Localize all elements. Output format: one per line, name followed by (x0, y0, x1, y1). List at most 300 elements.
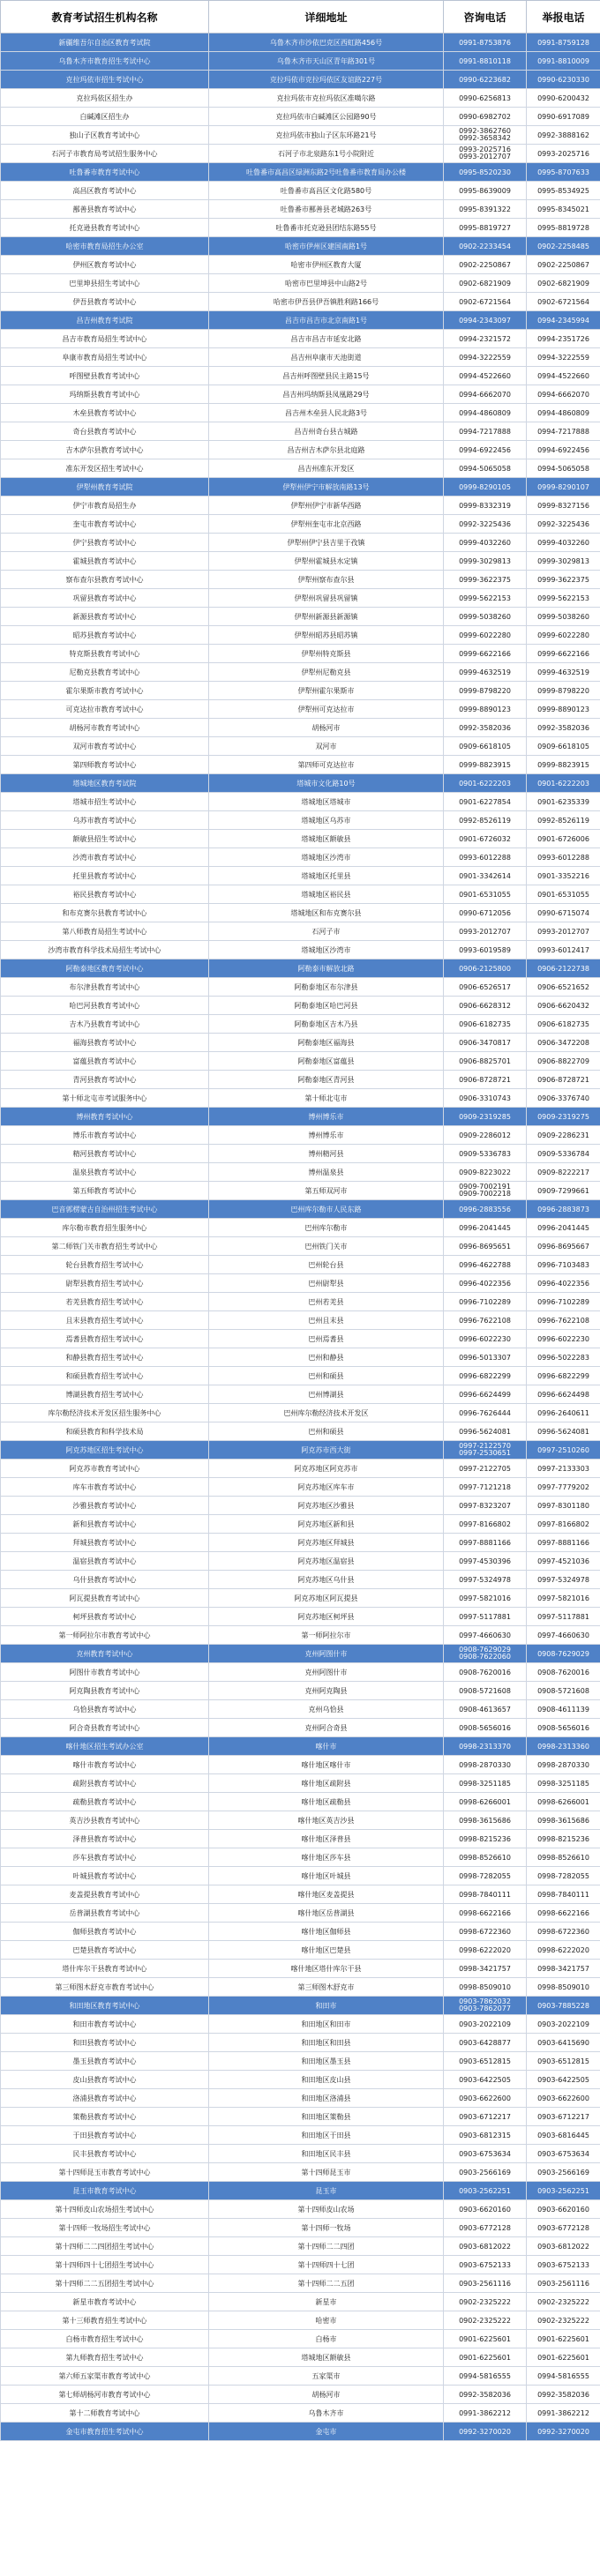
cell-report-phone: 0906-6620432 (527, 997, 600, 1015)
table-row (1, 700, 600, 719)
cell-report-phone: 0909-2319275 (527, 1108, 600, 1126)
cell-institution-name: 巴音郭楞蒙古自治州招生考试中心 (1, 1200, 209, 1219)
cell-report-phone: 0996-7103483 (527, 1256, 600, 1274)
cell-consult-phone: 0998-6722360 (444, 1923, 527, 1941)
cell-institution-name: 昌吉州教育考试院 (1, 311, 209, 330)
cell-consult-phone: 0903-6622600 (444, 2089, 527, 2108)
table-row (1, 1867, 600, 1885)
table-row (1, 1089, 600, 1108)
cell-address: 和田地区于田县 (209, 2126, 444, 2145)
cell-consult-phone: 0994-4522660 (444, 367, 527, 385)
cell-consult-phone: 0999-8332319 (444, 497, 527, 515)
cell-report-phone: 0995-8534925 (527, 182, 600, 200)
cell-address: 第十四师四十七团 (209, 2256, 444, 2274)
cell-consult-phone: 0903-6752133 (444, 2256, 527, 2274)
table-row (1, 126, 600, 145)
cell-institution-name: 阿图什市教育考试中心 (1, 1663, 209, 1682)
cell-consult-phone: 0906-6628312 (444, 997, 527, 1015)
table-row (1, 2200, 600, 2219)
cell-consult-phone: 0998-8526610 (444, 1848, 527, 1867)
table-row (1, 1348, 600, 1367)
table-row (1, 1608, 600, 1626)
cell-consult-phone: 0999-8290105 (444, 478, 527, 497)
cell-consult-phone: 0999-6622166 (444, 645, 527, 663)
cell-consult-phone: 0998-3421757 (444, 1960, 527, 1978)
table-row (1, 2256, 600, 2274)
table-row (1, 1237, 600, 1256)
cell-address: 吐鲁番市高昌区绿洲东路2号吐鲁番市教育局办公楼 (209, 163, 444, 182)
table-row (1, 1071, 600, 1089)
cell-address: 乌鲁木齐市沙依巴克区西虹路456号 (209, 34, 444, 52)
cell-institution-name: 巴楚县教育考试中心 (1, 1941, 209, 1960)
header-address: 详细地址 (209, 1, 444, 34)
cell-report-phone: 0998-7282055 (527, 1867, 600, 1885)
cell-institution-name: 布尔津县教育考试中心 (1, 978, 209, 997)
cell-institution-name: 英吉沙县教育考试中心 (1, 1811, 209, 1830)
cell-consult-phone: 0906-8825701 (444, 1052, 527, 1071)
cell-address: 塔城地区乌苏市 (209, 811, 444, 830)
table-row (1, 497, 600, 515)
cell-institution-name: 麦盖提县教育考试中心 (1, 1885, 209, 1904)
cell-consult-phone: 0906-6526517 (444, 978, 527, 997)
table-row (1, 645, 600, 663)
cell-address: 胡杨河市 (209, 719, 444, 737)
cell-institution-name: 塔城市招生考试中心 (1, 793, 209, 811)
cell-consult-phone: 0901-6227854 (444, 793, 527, 811)
cell-consult-phone: 0997-8166802 (444, 1515, 527, 1534)
cell-address: 喀什地区麦盖提县 (209, 1885, 444, 1904)
cell-address: 昌吉州吉木萨尔县北庭路 (209, 441, 444, 459)
table-row (1, 1626, 600, 1645)
cell-institution-name: 伊州区教育考试中心 (1, 256, 209, 274)
cell-address: 巴州库尔勒市人民东路 (209, 1200, 444, 1219)
cell-consult-phone: 0999-6022280 (444, 626, 527, 645)
cell-address: 阿克苏地区阿克苏市 (209, 1460, 444, 1478)
cell-consult-phone: 0909-6618105 (444, 737, 527, 756)
cell-address: 巴州和静县 (209, 1348, 444, 1367)
cell-address: 喀什地区泽普县 (209, 1830, 444, 1848)
cell-consult-phone: 0906-6182735 (444, 1015, 527, 1034)
header-institution-name: 教育考试招生机构名称 (1, 1, 209, 34)
cell-consult-phone: 0901-6531055 (444, 885, 527, 904)
cell-consult-phone: 0902-6721564 (444, 293, 527, 311)
table-row-highlighted (1, 774, 600, 793)
table-row (1, 1034, 600, 1052)
table-row (1, 1478, 600, 1497)
cell-address: 喀什地区叶城县 (209, 1867, 444, 1885)
cell-institution-name: 昭苏县教育考试中心 (1, 626, 209, 645)
cell-address: 哈密市伊吾县伊吾镇胜利路166号 (209, 293, 444, 311)
cell-address: 金屯市 (209, 2423, 444, 2441)
table-row (1, 330, 600, 348)
cell-report-phone: 0909-6618105 (527, 737, 600, 756)
cell-consult-phone: 0993-6019589 (444, 941, 527, 959)
cell-address: 伊犁州可克达拉市 (209, 700, 444, 719)
cell-consult-phone: 0998-6622166 (444, 1904, 527, 1923)
cell-institution-name: 新和县教育考试中心 (1, 1515, 209, 1534)
cell-consult-phone: 0997-4530396 (444, 1552, 527, 1571)
cell-report-phone: 0901-6726006 (527, 830, 600, 848)
cell-consult-phone: 0990-6256813 (444, 89, 527, 108)
cell-report-phone: 0993-2025716 (527, 145, 600, 163)
cell-institution-name: 第十四师二二四团招生考试中心 (1, 2237, 209, 2256)
cell-report-phone: 0996-6822299 (527, 1367, 600, 1385)
cell-address: 克州阿图什市 (209, 1645, 444, 1663)
cell-institution-name: 巩留县教育考试中心 (1, 589, 209, 608)
table-row (1, 811, 600, 830)
cell-report-phone: 0999-8327156 (527, 497, 600, 515)
cell-address: 塔城地区额敏县 (209, 2348, 444, 2367)
table-row (1, 2293, 600, 2311)
cell-address: 伊犁州新源县新源镇 (209, 608, 444, 626)
cell-report-phone: 0994-3222559 (527, 348, 600, 367)
table-row-highlighted (1, 237, 600, 256)
cell-address: 昌吉州玛纳斯县凤凰路29号 (209, 385, 444, 404)
cell-report-phone: 0994-6662070 (527, 385, 600, 404)
table-row (1, 1830, 600, 1848)
cell-address: 阿克苏地区阿瓦提县 (209, 1589, 444, 1608)
cell-address: 巴州和硕县 (209, 1367, 444, 1385)
table-row (1, 2219, 600, 2237)
cell-consult-phone: 0999-5622153 (444, 589, 527, 608)
cell-institution-name: 独山子区教育考试中心 (1, 126, 209, 145)
cell-institution-name: 阿勒泰地区教育考试中心 (1, 959, 209, 978)
cell-address: 和田市 (209, 1997, 444, 2015)
cell-consult-phone: 0909-8223022 (444, 1163, 527, 1182)
cell-institution-name: 疏附县教育考试中心 (1, 1774, 209, 1793)
table-row (1, 1497, 600, 1515)
cell-address: 克拉玛依市白碱滩区公园路90号 (209, 108, 444, 126)
cell-consult-phone: 0997-7121218 (444, 1478, 527, 1497)
table-row (1, 200, 600, 219)
cell-institution-name: 托克逊县教育考试中心 (1, 219, 209, 237)
cell-report-phone: 0903-6753634 (527, 2145, 600, 2163)
cell-consult-phone: 0902-2250867 (444, 256, 527, 274)
table-row (1, 978, 600, 997)
cell-report-phone: 0991-3862212 (527, 2404, 600, 2423)
cell-institution-name: 库尔勒市教育招生服务中心 (1, 1219, 209, 1237)
cell-consult-phone: 0997-8881166 (444, 1534, 527, 1552)
cell-address: 阿克苏地区乌什县 (209, 1571, 444, 1589)
cell-address: 伊犁州奎屯市北京西路 (209, 515, 444, 534)
cell-consult-phone: 0999-8890123 (444, 700, 527, 719)
cell-address: 白杨市 (209, 2330, 444, 2348)
table-row-highlighted (1, 52, 600, 71)
cell-report-phone: 0903-2566169 (527, 2163, 600, 2182)
cell-address: 哈密市 (209, 2311, 444, 2330)
cell-institution-name: 第十四师四十七团招生考试中心 (1, 2256, 209, 2274)
table-row (1, 1923, 600, 1941)
cell-address: 塔城地区和布克赛尔县 (209, 904, 444, 922)
table-row-highlighted (1, 1997, 600, 2015)
cell-institution-name: 鄯善县教育考试中心 (1, 200, 209, 219)
table-row-highlighted (1, 163, 600, 182)
cell-consult-phone: 0991-3862212 (444, 2404, 527, 2423)
cell-report-phone: 0993-6012288 (527, 848, 600, 867)
cell-institution-name: 富蕴县教育考试中心 (1, 1052, 209, 1071)
cell-consult-phone: 0906-3470817 (444, 1034, 527, 1052)
cell-institution-name: 第一师阿拉尔市教育考试中心 (1, 1626, 209, 1645)
cell-consult-phone: 0903-2022109 (444, 2015, 527, 2034)
cell-institution-name: 第十二师教育考试中心 (1, 2404, 209, 2423)
cell-consult-phone: 0990-6712056 (444, 904, 527, 922)
table-row (1, 1219, 600, 1237)
cell-consult-phone: 0994-2321572 (444, 330, 527, 348)
cell-institution-name: 和田市教育考试中心 (1, 2015, 209, 2034)
cell-report-phone: 0996-8695667 (527, 1237, 600, 1256)
cell-institution-name: 青河县教育考试中心 (1, 1071, 209, 1089)
cell-institution-name: 伊犁州教育考试院 (1, 478, 209, 497)
cell-institution-name: 白碱滩区招生办 (1, 108, 209, 126)
table-row (1, 867, 600, 885)
cell-report-phone: 0994-6922456 (527, 441, 600, 459)
cell-institution-name: 乌鲁木齐市教育招生考试中心 (1, 52, 209, 71)
table-row (1, 2348, 600, 2367)
cell-institution-name: 于田县教育考试中心 (1, 2126, 209, 2145)
cell-address: 克拉玛依市独山子区东环路21号 (209, 126, 444, 145)
cell-consult-phone: 0908-4613657 (444, 1700, 527, 1719)
cell-address: 克拉玛依市克拉玛依区友谊路227号 (209, 71, 444, 89)
cell-address: 第四师可克达拉市 (209, 756, 444, 774)
cell-address: 昆玉市 (209, 2182, 444, 2200)
cell-report-phone: 0909-5336784 (527, 1145, 600, 1163)
cell-institution-name: 沙湾市教育考试中心 (1, 848, 209, 867)
cell-address: 巴州轮台县 (209, 1256, 444, 1274)
table-row (1, 182, 600, 200)
cell-report-phone: 0996-5624081 (527, 1422, 600, 1441)
cell-institution-name: 第十四师皮山农场招生考试中心 (1, 2200, 209, 2219)
cell-report-phone: 0994-2345994 (527, 311, 600, 330)
cell-consult-phone: 0903-6712217 (444, 2108, 527, 2126)
cell-institution-name: 和硕县教育和科学技术局 (1, 1422, 209, 1441)
table-row (1, 1515, 600, 1534)
cell-address: 和田地区洛浦县 (209, 2089, 444, 2108)
cell-report-phone: 0906-6521652 (527, 978, 600, 997)
cell-consult-phone: 0903-6620160 (444, 2200, 527, 2219)
cell-address: 克州阿合奇县 (209, 1719, 444, 1737)
cell-consult-phone: 0995-8391322 (444, 200, 527, 219)
cell-institution-name: 第七师胡杨河市教育考试中心 (1, 2386, 209, 2404)
cell-report-phone: 0901-6225601 (527, 2330, 600, 2348)
table-row (1, 1589, 600, 1608)
cell-report-phone: 0999-6622166 (527, 645, 600, 663)
cell-consult-phone: 0996-6022230 (444, 1330, 527, 1348)
cell-consult-phone: 0998-8509010 (444, 1978, 527, 1997)
cell-consult-phone: 0901-6222203 (444, 774, 527, 793)
cell-consult-phone: 0995-8819727 (444, 219, 527, 237)
cell-consult-phone: 0903-7862032 0903-7862077 (444, 1997, 527, 2015)
cell-institution-name: 伊宁县教育考试中心 (1, 534, 209, 552)
cell-consult-phone: 0996-2883556 (444, 1200, 527, 1219)
cell-report-phone: 0996-6624498 (527, 1385, 600, 1404)
cell-institution-name: 博州教育考试中心 (1, 1108, 209, 1126)
cell-address: 阿克苏地区新和县 (209, 1515, 444, 1534)
cell-report-phone: 0996-2640611 (527, 1404, 600, 1422)
table-row (1, 2034, 600, 2052)
cell-institution-name: 民丰县教育考试中心 (1, 2145, 209, 2163)
cell-institution-name: 金屯市教育招生考试中心 (1, 2423, 209, 2441)
cell-address: 第十师北屯市 (209, 1089, 444, 1108)
cell-institution-name: 塔城地区教育考试院 (1, 774, 209, 793)
cell-consult-phone: 0909-2286012 (444, 1126, 527, 1145)
cell-report-phone: 0903-2562251 (527, 2182, 600, 2200)
cell-address: 第十四师二二四团 (209, 2237, 444, 2256)
header-report-phone: 举报电话 (527, 1, 600, 34)
header-consult-phone: 咨询电话 (444, 1, 527, 34)
cell-report-phone: 0997-7779202 (527, 1478, 600, 1497)
table-row-highlighted (1, 1108, 600, 1126)
cell-institution-name: 第八师教育局招生考试中心 (1, 922, 209, 941)
cell-institution-name: 泽普县教育考试中心 (1, 1830, 209, 1848)
table-row (1, 2126, 600, 2145)
cell-consult-phone: 0993-2025716 0993-2012707 (444, 145, 527, 163)
cell-institution-name: 哈巴河县教育考试中心 (1, 997, 209, 1015)
cell-address: 乌鲁木齐市天山区青年路301号 (209, 52, 444, 71)
table-row (1, 2145, 600, 2163)
cell-report-phone: 0906-2122738 (527, 959, 600, 978)
cell-address: 喀什地区莎车县 (209, 1848, 444, 1867)
cell-address: 巴州尉犁县 (209, 1274, 444, 1293)
cell-consult-phone: 0998-3615686 (444, 1811, 527, 1830)
table-row (1, 848, 600, 867)
cell-report-phone: 0997-5821016 (527, 1589, 600, 1608)
cell-institution-name: 皮山县教育考试中心 (1, 2071, 209, 2089)
cell-consult-phone: 0902-6821909 (444, 274, 527, 293)
cell-report-phone: 0906-3472208 (527, 1034, 600, 1052)
cell-institution-name: 昆玉市教育考试中心 (1, 2182, 209, 2200)
cell-institution-name: 库尔勒经济技术开发区招生服务中心 (1, 1404, 209, 1422)
cell-address: 阿勒泰地区青河县 (209, 1071, 444, 1089)
cell-address: 阿勒泰地区布尔津县 (209, 978, 444, 997)
cell-address: 和田地区皮山县 (209, 2071, 444, 2089)
cell-institution-name: 第三师图木舒克市教育考试中心 (1, 1978, 209, 1997)
cell-report-phone: 0999-5038260 (527, 608, 600, 626)
cell-report-phone: 0903-6712217 (527, 2108, 600, 2126)
cell-report-phone: 0903-2561116 (527, 2274, 600, 2293)
cell-address: 喀什地区塔什库尔干县 (209, 1960, 444, 1978)
cell-address: 第三师图木舒克市 (209, 1978, 444, 1997)
cell-consult-phone: 0903-6512815 (444, 2052, 527, 2071)
cell-address: 塔城地区塔城市 (209, 793, 444, 811)
cell-address: 博州博乐市 (209, 1126, 444, 1145)
cell-address: 昌吉州准东开发区 (209, 459, 444, 478)
cell-institution-name: 岳普湖县教育考试中心 (1, 1904, 209, 1923)
cell-address: 昌吉州阜康市天池街道 (209, 348, 444, 367)
cell-institution-name: 和硕县教育招生考试中心 (1, 1367, 209, 1385)
cell-consult-phone: 0992-3862760 0992-3658342 (444, 126, 527, 145)
cell-consult-phone: 0994-2343097 (444, 311, 527, 330)
cell-institution-name: 准东开发区招生考试中心 (1, 459, 209, 478)
cell-institution-name: 呼图壁县教育考试中心 (1, 367, 209, 385)
cell-address: 吐鲁番市高昌区文化路580号 (209, 182, 444, 200)
table-row (1, 108, 600, 126)
cell-address: 和田地区和田市 (209, 2015, 444, 2034)
cell-institution-name: 阜康市教育局招生考试中心 (1, 348, 209, 367)
table-row (1, 1978, 600, 1997)
cell-report-phone: 0998-8215236 (527, 1830, 600, 1848)
cell-institution-name: 阿瓦提县教育考试中心 (1, 1589, 209, 1608)
cell-address: 伊犁州昭苏县昭苏镇 (209, 626, 444, 645)
cell-report-phone: 0902-6821909 (527, 274, 600, 293)
cell-report-phone: 0908-5656016 (527, 1719, 600, 1737)
cell-consult-phone: 0994-3222559 (444, 348, 527, 367)
cell-report-phone: 0999-8290107 (527, 478, 600, 497)
cell-institution-name: 柯坪县教育考试中心 (1, 1608, 209, 1626)
cell-address: 哈密市巴里坤县中山路2号 (209, 274, 444, 293)
cell-institution-name: 博湖县教育招生考试中心 (1, 1385, 209, 1404)
cell-report-phone: 0997-8166802 (527, 1515, 600, 1534)
cell-address: 第十四师一牧场 (209, 2219, 444, 2237)
cell-institution-name: 且末县教育招生考试中心 (1, 1311, 209, 1330)
cell-report-phone: 0996-2883873 (527, 1200, 600, 1219)
cell-institution-name: 福海县教育考试中心 (1, 1034, 209, 1052)
cell-consult-phone: 0996-4022356 (444, 1274, 527, 1293)
cell-report-phone: 0994-7217888 (527, 422, 600, 441)
table-row (1, 663, 600, 682)
cell-report-phone: 0992-3582036 (527, 2386, 600, 2404)
table-row-highlighted (1, 2182, 600, 2200)
cell-report-phone: 0901-6531055 (527, 885, 600, 904)
cell-report-phone: 0909-7299661 (527, 1182, 600, 1200)
cell-institution-name: 高昌区教育考试中心 (1, 182, 209, 200)
table-row (1, 682, 600, 700)
cell-institution-name: 新疆维吾尔自治区教育考试院 (1, 34, 209, 52)
cell-address: 第一师阿拉尔市 (209, 1626, 444, 1645)
table-row (1, 2367, 600, 2386)
cell-report-phone: 0998-6266001 (527, 1793, 600, 1811)
cell-institution-name: 裕民县教育考试中心 (1, 885, 209, 904)
cell-institution-name: 克州教育考试中心 (1, 1645, 209, 1663)
cell-report-phone: 0901-6225601 (527, 2348, 600, 2367)
cell-consult-phone: 0999-4632519 (444, 663, 527, 682)
cell-institution-name: 若羌县教育招生考试中心 (1, 1293, 209, 1311)
cell-consult-phone: 0906-2125800 (444, 959, 527, 978)
cell-report-phone: 0990-6917089 (527, 108, 600, 126)
table-row-highlighted (1, 34, 600, 52)
cell-address: 吐鲁番市鄯善县老城路263号 (209, 200, 444, 219)
table-row (1, 293, 600, 311)
cell-consult-phone: 0996-5624081 (444, 1422, 527, 1441)
cell-institution-name: 第十四师昆玉市教育考试中心 (1, 2163, 209, 2182)
cell-address: 喀什地区巴楚县 (209, 1941, 444, 1960)
cell-report-phone: 0906-3376740 (527, 1089, 600, 1108)
table-row (1, 608, 600, 626)
table-row (1, 1052, 600, 1071)
cell-consult-phone: 0908-7620016 (444, 1663, 527, 1682)
table-row (1, 1774, 600, 1793)
cell-report-phone: 0908-4611139 (527, 1700, 600, 1719)
table-row (1, 1385, 600, 1404)
cell-address: 阿克苏地区柯坪县 (209, 1608, 444, 1626)
cell-report-phone: 0997-2510260 (527, 1441, 600, 1460)
table-row (1, 2386, 600, 2404)
cell-report-phone: 0998-7840111 (527, 1885, 600, 1904)
cell-report-phone: 0996-6022230 (527, 1330, 600, 1348)
cell-institution-name: 奇台县教育考试中心 (1, 422, 209, 441)
cell-report-phone: 0993-6012417 (527, 941, 600, 959)
cell-consult-phone: 0903-6753634 (444, 2145, 527, 2163)
table-row (1, 1682, 600, 1700)
cell-report-phone: 0999-4032260 (527, 534, 600, 552)
cell-report-phone: 0998-3421757 (527, 1960, 600, 1978)
cell-institution-name: 霍城县教育考试中心 (1, 552, 209, 571)
cell-address: 喀什地区喀什市 (209, 1756, 444, 1774)
cell-consult-phone: 0994-5816555 (444, 2367, 527, 2386)
table-row (1, 1163, 600, 1182)
table-row-highlighted (1, 311, 600, 330)
cell-address: 伊犁州巩留县巩留镇 (209, 589, 444, 608)
cell-institution-name: 尼勒克县教育考试中心 (1, 663, 209, 682)
